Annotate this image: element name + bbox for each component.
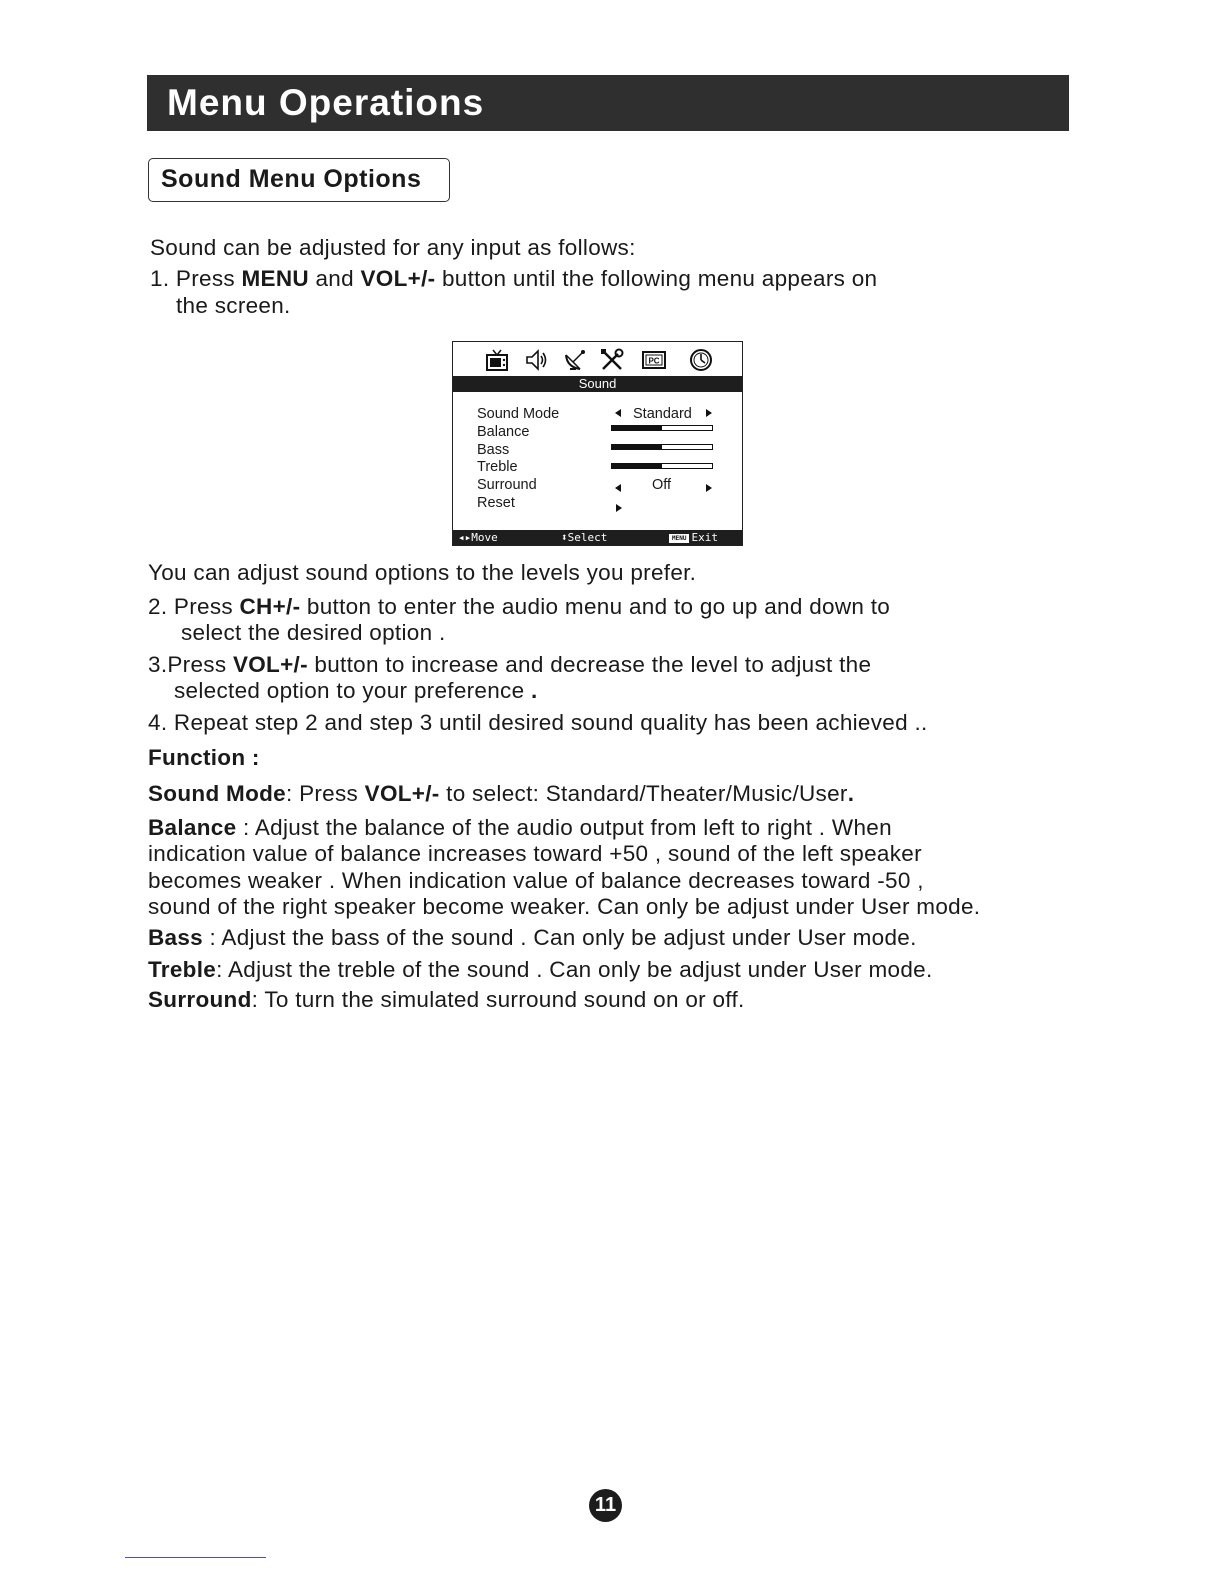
footer-select-label: Select bbox=[567, 531, 608, 544]
bass-description bbox=[148, 924, 917, 951]
bass-level-fill bbox=[612, 445, 662, 449]
osd-icon-row bbox=[483, 347, 723, 373]
pc-icon-label: PC bbox=[648, 356, 660, 366]
page-number: 11 bbox=[594, 1494, 617, 1516]
footer-move-label: Move bbox=[471, 531, 498, 544]
balance-term: Balance bbox=[148, 815, 237, 840]
step-1-prefix: 1. Press bbox=[150, 266, 242, 291]
osd-footer bbox=[453, 530, 742, 545]
arrow-left-icon bbox=[615, 484, 621, 492]
vol-key-label: VOL+/- bbox=[232, 652, 308, 677]
osd-row-reset: Reset bbox=[477, 495, 515, 511]
osd-row-bass: Bass bbox=[477, 442, 510, 458]
surround-text: : To turn the simulated surround sound on or off. bbox=[251, 987, 745, 1012]
page-number-badge bbox=[589, 1489, 622, 1522]
sound-mode-text-a: : Press bbox=[285, 781, 365, 806]
balance-description-line-3 bbox=[148, 867, 924, 894]
step-3-line bbox=[148, 651, 871, 678]
footer-move bbox=[458, 530, 498, 545]
sound-mode-period: . bbox=[847, 781, 855, 806]
sound-mode-text-b: to select: Standard/Theater/Music/User bbox=[439, 781, 848, 806]
sound-mode-term: Sound Mode bbox=[148, 781, 286, 806]
balance-level-fill bbox=[612, 426, 662, 430]
surround-description bbox=[148, 986, 745, 1013]
osd-row-surround: Surround bbox=[477, 477, 537, 493]
step-1-suffix: button until the following menu appears on bbox=[435, 266, 878, 291]
clock-icon bbox=[688, 347, 714, 373]
step-4-line bbox=[148, 709, 928, 736]
speaker-icon bbox=[523, 347, 549, 373]
tv-icon bbox=[484, 347, 510, 373]
vol-key-label: VOL+/- bbox=[360, 266, 436, 291]
section-heading-box bbox=[148, 158, 450, 202]
sound-mode-description bbox=[148, 780, 854, 807]
balance-level-bar bbox=[611, 425, 713, 431]
page-title: Menu Operations bbox=[167, 82, 485, 123]
step-1-continuation-text: the screen. bbox=[176, 293, 291, 318]
header-bar bbox=[147, 75, 1069, 131]
balance-description-line-4 bbox=[148, 893, 980, 920]
section-title: Sound Menu Options bbox=[161, 165, 422, 193]
osd-sound-menu bbox=[452, 341, 743, 546]
intro-line bbox=[150, 234, 636, 261]
adjust-line bbox=[148, 559, 696, 586]
osd-title-bar bbox=[453, 376, 742, 392]
footer-exit-label: Exit bbox=[691, 531, 718, 544]
footer-exit bbox=[669, 530, 718, 545]
step-1-and: and bbox=[308, 266, 361, 291]
step-3-prefix: 3.Press bbox=[148, 652, 233, 677]
menu-key-icon: MENU bbox=[669, 534, 689, 543]
intro-text: Sound can be adjusted for any input as follows: bbox=[150, 235, 636, 260]
step-2-continuation-text: select the desired option . bbox=[181, 620, 446, 645]
surround-value: Off bbox=[652, 477, 672, 493]
footer-select bbox=[561, 530, 607, 545]
step-3-period: . bbox=[530, 678, 538, 703]
menu-key-label: MENU bbox=[241, 266, 309, 291]
arrow-right-icon bbox=[706, 484, 712, 492]
bass-text: : Adjust the bass of the sound . Can only be adjust under User mode. bbox=[203, 925, 917, 950]
osd-title: Sound bbox=[578, 376, 617, 391]
balance-text-2: indication value of balance increases toward +50 , sound of the left speaker bbox=[148, 841, 922, 866]
osd-row-sound-mode: Sound Mode bbox=[477, 406, 560, 422]
tools-icon bbox=[599, 347, 625, 373]
balance-text-4: sound of the right speaker become weaker. Can only be adjust under User mode. bbox=[148, 894, 981, 919]
surround-term: Surround bbox=[148, 987, 252, 1012]
balance-text-3: becomes weaker . When indication value of balance decreases toward -50 , bbox=[148, 868, 924, 893]
function-heading-text: Function : bbox=[148, 745, 260, 770]
treble-term: Treble bbox=[148, 957, 217, 982]
arrow-right-icon bbox=[616, 504, 622, 512]
step-2-continuation bbox=[181, 619, 446, 646]
step-3-continuation bbox=[174, 677, 538, 704]
balance-text-1: : Adjust the balance of the audio output from left to right . When bbox=[236, 815, 892, 840]
vol-key-label: VOL+/- bbox=[364, 781, 440, 806]
osd-row-treble: Treble bbox=[477, 459, 518, 475]
ch-key-label: CH+/- bbox=[239, 594, 301, 619]
sound-mode-value: Standard bbox=[633, 406, 692, 422]
step-2-prefix: 2. Press bbox=[148, 594, 240, 619]
left-right-arrows-icon: ◂▸ bbox=[458, 531, 472, 544]
balance-description-line-2 bbox=[148, 840, 922, 867]
arrow-left-icon bbox=[615, 409, 621, 417]
treble-description bbox=[148, 956, 933, 983]
step-4-text: 4. Repeat step 2 and step 3 until desired sound quality has been achieved .. bbox=[148, 710, 928, 735]
step-3-continuation-text: selected option to your preference bbox=[174, 678, 531, 703]
adjust-text: You can adjust sound options to the levels you prefer. bbox=[148, 560, 697, 585]
treble-level-fill bbox=[612, 464, 662, 468]
step-1-continuation bbox=[176, 292, 291, 319]
pc-icon bbox=[641, 347, 667, 373]
step-2-text: button to enter the audio menu and to go up and down to bbox=[300, 594, 891, 619]
step-1-line bbox=[150, 265, 877, 292]
step-3-text: button to increase and decrease the level to adjust the bbox=[307, 652, 872, 677]
treble-level-bar bbox=[611, 463, 713, 469]
up-down-arrows-icon: ⬍ bbox=[561, 531, 568, 544]
arrow-right-icon bbox=[706, 409, 712, 417]
balance-description-line-1 bbox=[148, 814, 892, 841]
step-2-line bbox=[148, 593, 890, 620]
osd-row-balance: Balance bbox=[477, 424, 530, 440]
bass-level-bar bbox=[611, 444, 713, 450]
bass-term: Bass bbox=[148, 925, 203, 950]
footer-rule bbox=[125, 1557, 266, 1558]
satellite-dish-icon bbox=[562, 347, 588, 373]
function-heading bbox=[148, 744, 260, 771]
treble-text: : Adjust the treble of the sound . Can only be adjust under User mode. bbox=[216, 957, 933, 982]
